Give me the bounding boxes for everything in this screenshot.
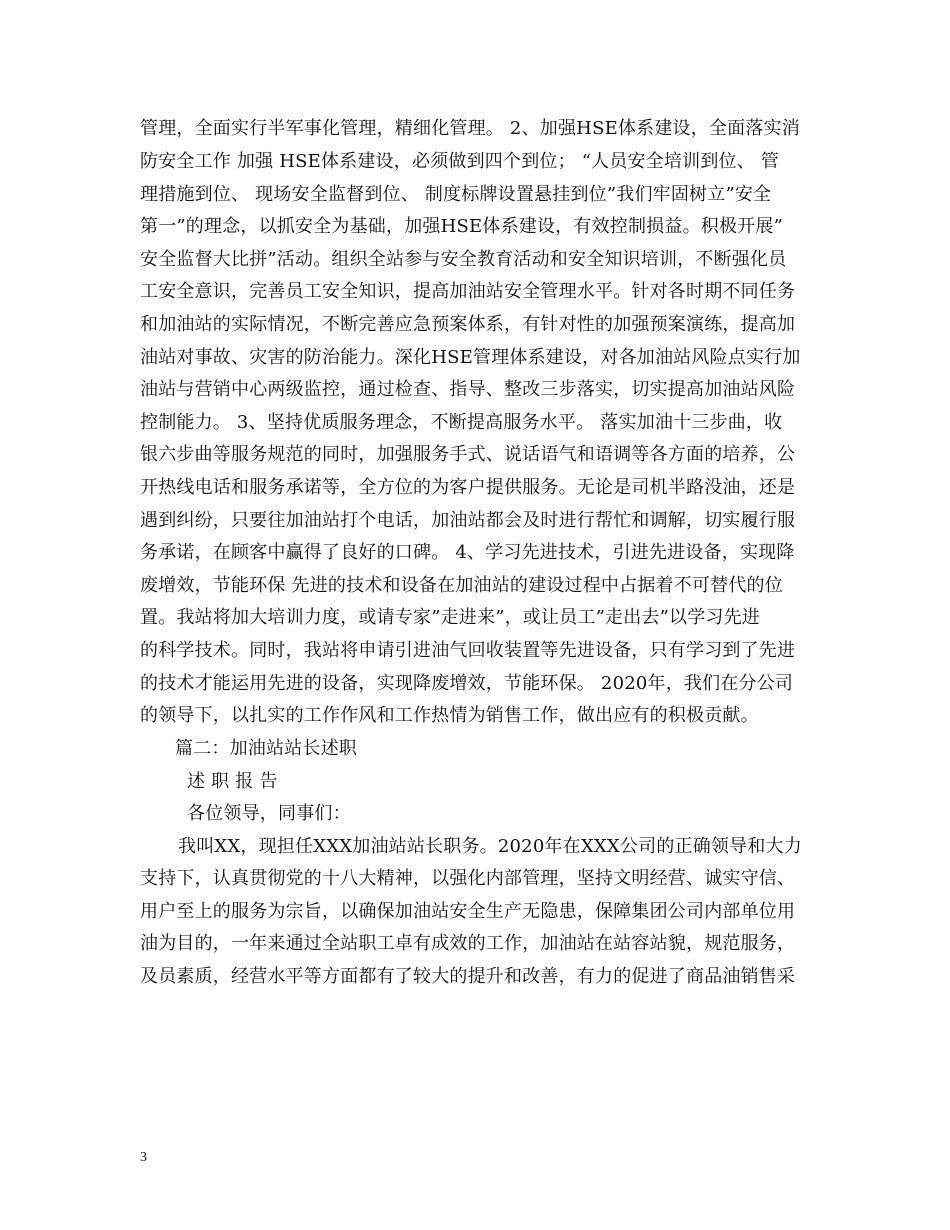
section-heading: 篇二：加油站站长述职 <box>175 738 357 759</box>
body-text-line: 工安全意识，完善员工安全知识，提高加油站安全管理水平。针对各时期不同任务 <box>140 281 796 302</box>
body-text-line: 遇到纠纷，只要往加油站打个电话，加油站都会及时进行帮忙和调解，切实履行服 <box>140 510 796 531</box>
body-text-line: 管理，全面实行半军事化管理，精细化管理。 2、加强HSE体系建设，全面落实消 <box>140 118 800 139</box>
body-text-line: 第一”的理念，以抓安全为基础，加强HSE体系建设，有效控制损益。积极开展” <box>140 216 783 237</box>
body-text-line: 的科学技术。同时，我站将申请引进油气回收装置等先进设备，只有学习到了先进 <box>140 640 796 661</box>
body-text-line: 务承诺，在顾客中赢得了良好的口碑。 4、学习先进技术，引进先进设备，实现降 <box>140 542 795 563</box>
body-text-line: 支持下，认真贯彻党的十八大精神，以强化内部管理，坚持文明经营、诚实守信、 <box>140 868 796 889</box>
body-text-line: 油为目的，一年来通过全站职工卓有成效的工作，加油站在站容站貌，规范服务， <box>140 933 796 954</box>
body-text-line: 置。我站将加大培训力度，或请专家”走进来”，或让员工”走出去”以学习先进 <box>140 607 761 628</box>
body-text-line: 废增效，节能环保 先进的技术和设备在加油站的建设过程中占据着不可替代的位 <box>140 575 783 596</box>
body-text-line: 的技术才能运用先进的设备，实现降废增效，节能环保。 2020年，我们在分公司 <box>140 673 794 694</box>
body-text-line: 理措施到位、 现场安全监督到位、 制度标牌设置悬挂到位”我们牢固树立”安全 <box>140 184 772 205</box>
report-title: 述 职 报 告 <box>187 771 278 792</box>
body-text-line: 银六步曲等服务规范的同时，加强服务手式、说话语气和语调等各方面的培养，公 <box>140 444 796 465</box>
body-text-line: 用户至上的服务为宗旨，以确保加油站安全生产无隐患，保障集团公司内部单位用 <box>140 901 796 922</box>
body-text-line: 和加油站的实际情况，不断完善应急预案体系，有针对性的加强预案演练，提高加 <box>140 314 796 335</box>
body-text-line: 开热线电话和服务承诺等，全方位的为客户提供服务。无论是司机半路没油，还是 <box>140 477 796 498</box>
salutation: 各位领导，同事们： <box>187 803 351 824</box>
page-number: 3 <box>140 1150 147 1165</box>
body-text-line: 控制能力。 3、坚持优质服务理念，不断提高服务水平。 落实加油十三步曲，收 <box>140 412 783 433</box>
body-text-line: 我叫XX，现担任XXX加油站站长职务。2020年在XXX公司的正确领导和大力 <box>178 836 802 857</box>
body-text-line: 防安全工作 加强 HSE体系建设，必须做到四个到位； “人员安全培训到位、 管 <box>140 151 780 172</box>
body-text-line: 油站对事故、灾害的防治能力。深化HSE管理体系建设，对各加油站风险点实行加 <box>140 347 801 368</box>
body-text-line: 的领导下，以扎实的工作作风和工作热情为销售工作，做出应有的积极贡献。 <box>140 705 759 726</box>
body-text-line: 安全监督大比拼”活动。组织全站参与安全教育活动和安全知识培训，不断强化员 <box>140 249 787 270</box>
body-text-line: 及员素质，经营水平等方面都有了较大的提升和改善，有力的促进了商品油销售采 <box>140 966 796 987</box>
body-text-line: 油站与营销中心两级监控，通过检查、指导、整改三步落实，切实提高加油站风险 <box>140 379 796 400</box>
